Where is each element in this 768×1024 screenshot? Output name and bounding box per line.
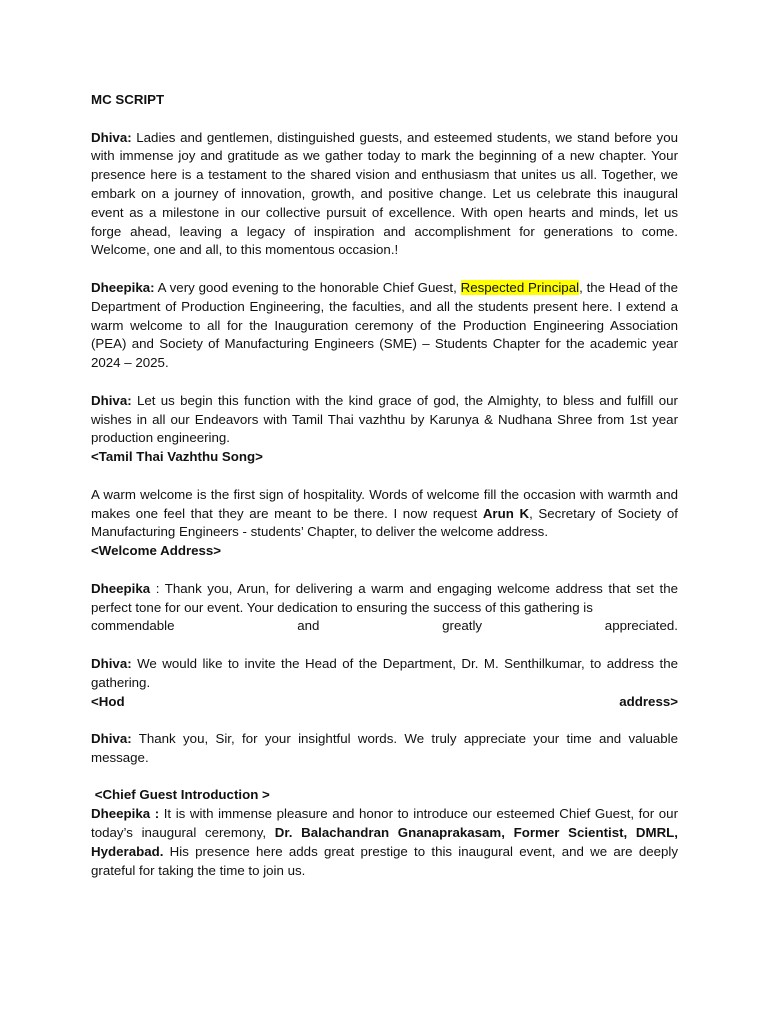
paragraph-text: Thank you, Sir, for your insightful words. We truly appreciate your time and valuable message. [91, 731, 678, 765]
paragraph-text: We would like to invite the Head of the Department, Dr. M. Senthilkumar, to address the gathering. [91, 655, 678, 690]
bold-name: Dr. Balachandran Gnanaprakasam, Former Scientist, DMRL, Hyderabad. [91, 825, 678, 859]
paragraph-text: : Thank you, Arun, for delivering a warm and engaging welcome address that set the perfect tone for our event. Your dedication to ensuring the success of this gathering is [91, 580, 678, 615]
cue-left: <Hod [91, 693, 125, 709]
paragraph-text: , Secretary of Society of Manufacturing Engineers - students’ Chapter, to deliver the welcome address. [91, 505, 679, 540]
speaker-label: Dhiva: [91, 129, 132, 145]
paragraph-text: A very good evening to the honorable Chief Guest, [154, 279, 461, 295]
stage-cue: <Welcome Address> [91, 543, 222, 559]
paragraph-chief-guest-intro [91, 786, 678, 880]
paragraph-text: A warm welcome is the first sign of hospitality. Words of welcome fill the occasion with warmth and makes one feel that they are meant to be there. I now request [91, 486, 678, 521]
speaker-label: Dhiva: [91, 655, 132, 671]
word: greatly [442, 618, 483, 634]
paragraph-text: It is with immense pleasure and honor to introduce our esteemed Chief Guest, for our today’s inaugural ceremony, [91, 806, 678, 841]
speaker-label: Dhiva: [91, 731, 132, 747]
cue-right: address> [619, 693, 678, 709]
paragraph-dheepika-thanks [91, 580, 678, 636]
document-page [91, 91, 678, 899]
paragraph-text: , the Head of the Department of Production Engineering, the faculties, and all the students present here. I extend a warm welcome to all for the Inauguration ceremony of the Production Engineering Association (PEA) and Society of Manufacturing Engineers (SME) – Students Chapter for the academic year 2024 – 2025. [91, 279, 678, 371]
paragraph-text: His presence here adds great prestige to this inaugural event, and we are deeply grateful for taking the time to join us. [91, 843, 678, 878]
stage-cue [91, 693, 678, 712]
stage-cue: <Tamil Thai Vazhthu Song> [91, 449, 263, 465]
word: commendable [91, 618, 175, 634]
paragraph-dhiva-invocation [91, 392, 678, 467]
word: appreciated. [604, 618, 678, 634]
bold-name: Arun K [482, 505, 530, 521]
speaker-label: Dheepika : [91, 806, 160, 822]
paragraph-text: Ladies and gentlemen, distinguished guests, and esteemed students, we stand before you with immense joy and gratitude as we gather today to mark the beginning of a new chapter. Your presence here is a testament to the shared vision and enthusiasm that unites us all. Together, we embark on a journey of innovation, growth, and positive change. Let us celebrate this inaugural event as a milestone in our collective pursuit of excellence. With open hearts and minds, let us forge ahead, leaving a legacy of inspiration and accomplishment for generations to come. Welcome, one and all, to this momentous occasion.! [91, 129, 678, 258]
speaker-label: Dheepika [91, 580, 151, 596]
paragraph-welcome-request [91, 486, 678, 561]
paragraph-text: Let us begin this function with the kind grace of god, the Almighty, to bless and fulfill our wishes in all our Endeavors with Tamil Thai vazhthu by Karunya & Nudhana Shree from 1st year production engineering. [91, 392, 678, 446]
paragraph-dhiva-opening [91, 129, 678, 261]
paragraph-dhiva-thanks-hod [91, 730, 678, 768]
speaker-label: Dhiva: [91, 392, 132, 408]
document-title: MC SCRIPT [91, 92, 165, 107]
paragraph-dheepika-welcome [91, 279, 678, 373]
justified-last-line [91, 617, 678, 636]
stage-cue: <Chief Guest Introduction > [91, 787, 270, 803]
speaker-label: Dheepika: [91, 279, 155, 295]
highlighted-text: Respected Principal [460, 279, 580, 295]
paragraph-hod-invite [91, 655, 678, 711]
word: and [297, 618, 320, 634]
